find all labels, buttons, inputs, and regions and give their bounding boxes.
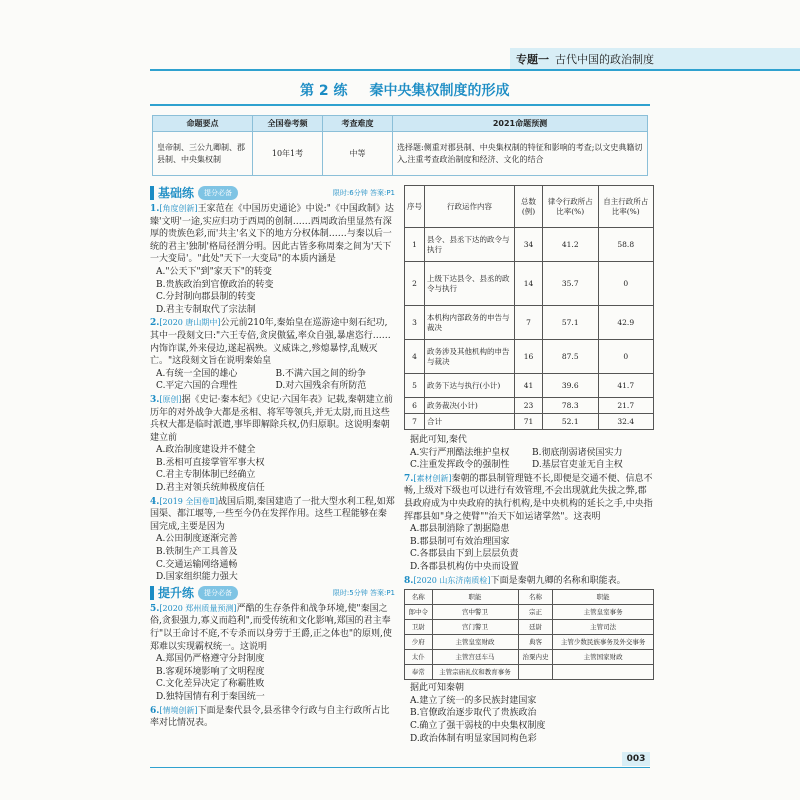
option-c[interactable]: C.平定六国的合理性 [156, 381, 238, 392]
question-source: [2020 唐山期中] [159, 318, 221, 328]
table-cell: 78.3 [543, 398, 599, 414]
q6-lead: 据此可知,秦代 [410, 435, 467, 445]
table-row [405, 398, 654, 414]
table-header: 职能 [432, 590, 518, 605]
option-b[interactable]: B.郡县制可有效治理国家 [410, 536, 510, 547]
table-cell: 2 [405, 262, 425, 306]
table-header: 行政运作内容 [425, 186, 515, 228]
table-cell: 21.7 [598, 398, 654, 414]
question-source: [2020 郑州质量预测] [159, 603, 237, 613]
option-d[interactable]: D.独特国情有利于秦国统一 [156, 691, 265, 702]
section-marker [150, 586, 154, 600]
question-4 [150, 496, 395, 584]
table-cell: 39.6 [543, 374, 599, 398]
page-number: 003 [622, 752, 650, 766]
table-cell: 58.8 [598, 228, 654, 262]
table-row [405, 228, 654, 262]
question-text: 秦朝的郡县制管理链不长,即便是交通不便、信息不畅,上级对下级也可以进行有效管理,不会出现就此失拔之弊,郡县政府成为中央政府的执行机构,是中央机构的延长之手,中央指挥郡县如"身之使臂""治天下如运诸掌然"。这表明 [404, 473, 653, 522]
footer-rule [150, 767, 650, 768]
basic-section-header [150, 185, 395, 201]
table-cell: 16 [515, 340, 543, 374]
option-a[interactable]: A.郑国仍严格遵守分封制度 [156, 654, 265, 665]
question-8 [404, 575, 654, 746]
table-cell: 52.1 [543, 414, 599, 430]
option-b[interactable]: B.客观环境影响了文明程度 [156, 666, 265, 677]
option-b[interactable]: B.贵族政治到官僚政治的转变 [156, 279, 274, 290]
option-b[interactable]: B.不满六国之间的纷争 [275, 368, 366, 379]
option-b[interactable]: B.彻底削弱诸侯国实力 [532, 447, 623, 458]
table-cell: 41.7 [598, 374, 654, 398]
req-forecast: 选择题:侧重对郡县制、中央集权制的特征和影响的考查;以文史典籍切入,注重考查政治制度和经济、文化的结合 [393, 132, 648, 176]
table-cell: 6 [405, 398, 425, 414]
option-c[interactable]: C.交通运输网络通畅 [156, 559, 238, 570]
question-5 [150, 603, 395, 704]
question-number: 5. [150, 603, 160, 614]
table-cell: 政务下达与执行(小计) [425, 374, 515, 398]
req-header-difficulty: 考查难度 [323, 116, 393, 132]
req-difficulty: 中等 [323, 132, 393, 176]
basic-section-tag: 提分必备 [198, 186, 238, 201]
option-a[interactable]: A."公天下"到"家天下"的转变 [156, 266, 272, 277]
q8-lead: 据此可知秦朝 [410, 683, 465, 694]
question-7 [404, 473, 654, 574]
table-header: 名称 [518, 590, 553, 605]
table-cell: 典客 [518, 635, 553, 650]
option-d[interactable]: D.政治体制有明显家国同构色彩 [410, 733, 537, 744]
question-source: [角度创新] [159, 204, 198, 213]
option-d[interactable]: D.对六国残余有所防范 [275, 381, 367, 392]
section-marker [150, 186, 154, 200]
advanced-section-tag: 提分必备 [198, 586, 238, 601]
table-cell: 主管国家财政 [553, 650, 654, 665]
option-d[interactable]: D.基层官吏並无自主权 [532, 460, 623, 471]
question-number: 4. [150, 496, 160, 507]
table-header: 职能 [553, 590, 654, 605]
table-cell: 87.5 [543, 340, 599, 374]
question-text: 据《史记·秦本纪》《史记·六国年表》记载,秦朝建立前历年的对外战争大都是丞相、将军等领兵,并无太尉,而且这些兵权大都是临时派遣,事毕即解除兵权,仍归原职。这说明秦朝建立前 [150, 394, 393, 443]
table-cell: 奉常 [405, 665, 433, 680]
table-cell: 县令、县丞下达的政令与执行 [425, 228, 515, 262]
table-cell: 主管皇室财政 [432, 635, 518, 650]
question-number: 7. [404, 473, 414, 484]
req-frequency: 10年1考 [253, 132, 323, 176]
topic-label: 专题一 [516, 53, 549, 66]
table-cell: 34 [515, 228, 543, 262]
option-b[interactable]: B.铁制生产工具普及 [156, 547, 238, 558]
table-cell: 上级下达县令、县丞的政令与执行 [425, 262, 515, 306]
table-cell: 0 [598, 262, 654, 306]
option-c[interactable]: C.各郡县由下到上层层负责 [410, 549, 519, 560]
table-row [405, 665, 654, 680]
page-title [300, 80, 532, 100]
exercise-number: 第 2 练 [300, 83, 348, 99]
question-1 [150, 203, 395, 316]
table-header: 自主行政所占比率(%) [598, 186, 654, 228]
table-cell: 41 [515, 374, 543, 398]
option-d[interactable]: D.君主专制取代了宗法制 [156, 304, 256, 315]
question-number: 8. [404, 575, 414, 586]
table-cell: 卫尉 [405, 620, 433, 635]
option-a[interactable]: A.郡县制消除了割据隐患 [410, 524, 510, 535]
table-header: 名称 [405, 590, 433, 605]
table-cell: 5 [405, 374, 425, 398]
exercise-title: 秦中央集权制度的形成 [369, 83, 510, 99]
left-column [150, 185, 395, 731]
option-a[interactable]: A.实行严刑酷法维护皇权 [410, 447, 510, 458]
option-c[interactable]: C.确立了强干弱枝的中央集权制度 [410, 720, 546, 731]
table-cell: 3 [405, 306, 425, 340]
question-source: [情境创新] [159, 705, 198, 715]
question-source: [2020 山东济南质检] [413, 575, 491, 585]
topic-subtitle: 古代中国的政治制度 [555, 53, 654, 66]
table-cell: 太仆 [405, 650, 433, 665]
table-header: 律令行政所占比率(%) [543, 186, 599, 228]
table-cell: 4 [405, 340, 425, 374]
req-points: 皇帝制、三公九卿制、郡县制、中央集权制 [153, 132, 253, 176]
table-cell: 7 [405, 414, 425, 430]
table-cell: 本机构内部政务的申告与裁决 [425, 306, 515, 340]
option-d[interactable]: D.各郡县机构仿中央而设置 [410, 561, 519, 572]
question-text: 王家范在《中国历史通论》中说:"《中国政制》达臻'文明'一途,实应归功于西周的创制……西周政治里显然有深厚的贵族色彩,而'共主'名义下的地方分权体制……与秦以后一统的君主'独制'格局径渭分明。因此古皆多称周秦之间为'天下一大变局'。"此处"天下一大变局"的本质内涵是 [150, 204, 394, 265]
table-cell: 42.9 [598, 306, 654, 340]
table-header: 总数(例) [515, 186, 543, 228]
right-column [404, 185, 654, 746]
question-3 [150, 394, 395, 495]
table-cell: 主管司法 [553, 620, 654, 635]
table-cell: 35.7 [543, 262, 599, 306]
table-row [405, 306, 654, 340]
req-header-frequency: 全国卷考频 [253, 116, 323, 132]
table-header: 序号 [405, 186, 425, 228]
table-cell: 0 [598, 340, 654, 374]
table-row [405, 650, 654, 665]
option-b[interactable]: B.丞相可直接掌管军事大权 [156, 457, 265, 468]
title-rule [150, 104, 650, 106]
requirements-table [152, 115, 648, 176]
question-text: 下面是秦朝九卿的名称和职能表。 [490, 575, 626, 586]
table-cell: 宫门警卫 [432, 620, 518, 635]
option-d[interactable]: D.国家组织能力强大 [156, 572, 238, 583]
option-d[interactable]: D.君主对领兵统帅极度信任 [156, 483, 265, 494]
table-cell: 郎中令 [405, 605, 433, 620]
table-row [405, 414, 654, 430]
advanced-section-title: 提升练 [158, 585, 195, 600]
table-row [405, 620, 654, 635]
table-cell: 7 [515, 306, 543, 340]
question-text: 严酷的生存条件和战争环境,使"秦国之俗,贪狠强力,寡义而趋利",而受传统和文化影响,郑国的君主奉行"以王命讨不庭,不专杀而以身劳于王爵,正之体也"的原则,使郑难以实现霸权统一。这说明 [150, 603, 392, 652]
basic-section-title: 基础练 [158, 185, 195, 200]
nine-ministers-table [404, 589, 654, 680]
advanced-section-meta: 限时:5分钟 答案:P1 [332, 588, 395, 597]
option-a[interactable]: A.政治制度建设并不健全 [156, 445, 256, 456]
question-number: 3. [150, 394, 160, 405]
question-source: [原创] [159, 394, 182, 404]
table-cell: 1 [405, 228, 425, 262]
question-source: [素材创新] [413, 473, 452, 483]
table-cell: 71 [515, 414, 543, 430]
table-row [405, 262, 654, 306]
table-cell: 政务裁决(小计) [425, 398, 515, 414]
question-number: 2. [150, 318, 160, 329]
option-c[interactable]: C.注重发挥政令的强制性 [410, 460, 510, 471]
table-cell: 14 [515, 262, 543, 306]
table-cell: 主管少数民族事务及外交事务 [553, 635, 654, 650]
table-cell: 23 [515, 398, 543, 414]
table-cell: 宗正 [518, 605, 553, 620]
option-c[interactable]: C.分封制向郡县制的转变 [156, 292, 256, 303]
question-2 [150, 317, 395, 393]
advanced-section-header [150, 585, 395, 601]
question-6-options [404, 434, 654, 472]
table-cell [518, 665, 553, 680]
question-6 [150, 705, 395, 730]
running-header [516, 51, 654, 67]
option-c[interactable]: C.文化差异决定了称霸胜败 [156, 679, 265, 690]
table-row [405, 605, 654, 620]
option-b[interactable]: B.官僚政治逐步取代了贵族政治 [410, 708, 537, 719]
question-source: [2019 全国卷Ⅱ] [159, 496, 218, 506]
table-row [405, 635, 654, 650]
question-text: 公元前210年,秦始皇在巡游途中刻石纪功,其中一段刻文曰:"六王专倍,贪戾傲猛,率众自强,暴虐恣行……内饰诈谋,外来侵边,遂起祸殃。义威诛之,殄熄暴悖,乱贼灭亡。"这段刻文旨在说明秦始皇 [150, 318, 391, 367]
option-c[interactable]: C.君主专制体制已经确立 [156, 470, 256, 481]
req-header-points: 命题要点 [153, 116, 253, 132]
table-row [405, 374, 654, 398]
table-cell: 宫中警卫 [432, 605, 518, 620]
table-cell: 32.4 [598, 414, 654, 430]
question-text: 战国后期,秦国建造了一批大型水利工程,如郑国渠、都江堰等,一些至今仍在发挥作用。这些工程能够在秦国完成,主要是因为 [150, 496, 395, 532]
table-cell: 主管宫廷车马 [432, 650, 518, 665]
table-cell: 57.1 [543, 306, 599, 340]
option-a[interactable]: A.公田制度逐渐完善 [156, 534, 238, 545]
header-rule [150, 69, 800, 71]
table-cell: 合计 [425, 414, 515, 430]
question-number: 6. [150, 705, 160, 716]
option-a[interactable]: A.建立了统一的多民族封建国家 [410, 695, 537, 706]
table-cell: 政务涉及其他机构的申告与裁决 [425, 340, 515, 374]
table-cell: 主管皇室事务 [553, 605, 654, 620]
table-row [405, 340, 654, 374]
table-cell: 主管宗庙礼仪和教育事务 [432, 665, 518, 680]
table-cell: 少府 [405, 635, 433, 650]
table-cell: 廷尉 [518, 620, 553, 635]
option-a[interactable]: A.有统一全国的雄心 [156, 368, 238, 379]
basic-section-meta: 限时:6分钟 答案:P1 [332, 188, 395, 197]
req-header-forecast: 2021命题预测 [393, 116, 648, 132]
question-text: 下面是秦代县令,县丞律令行政与自主行政所占比率对比情况表。 [150, 705, 390, 729]
table-cell [553, 665, 654, 680]
administration-table [404, 185, 654, 430]
question-number: 1. [150, 204, 160, 214]
table-cell: 41.2 [543, 228, 599, 262]
table-cell: 治粟内史 [518, 650, 553, 665]
